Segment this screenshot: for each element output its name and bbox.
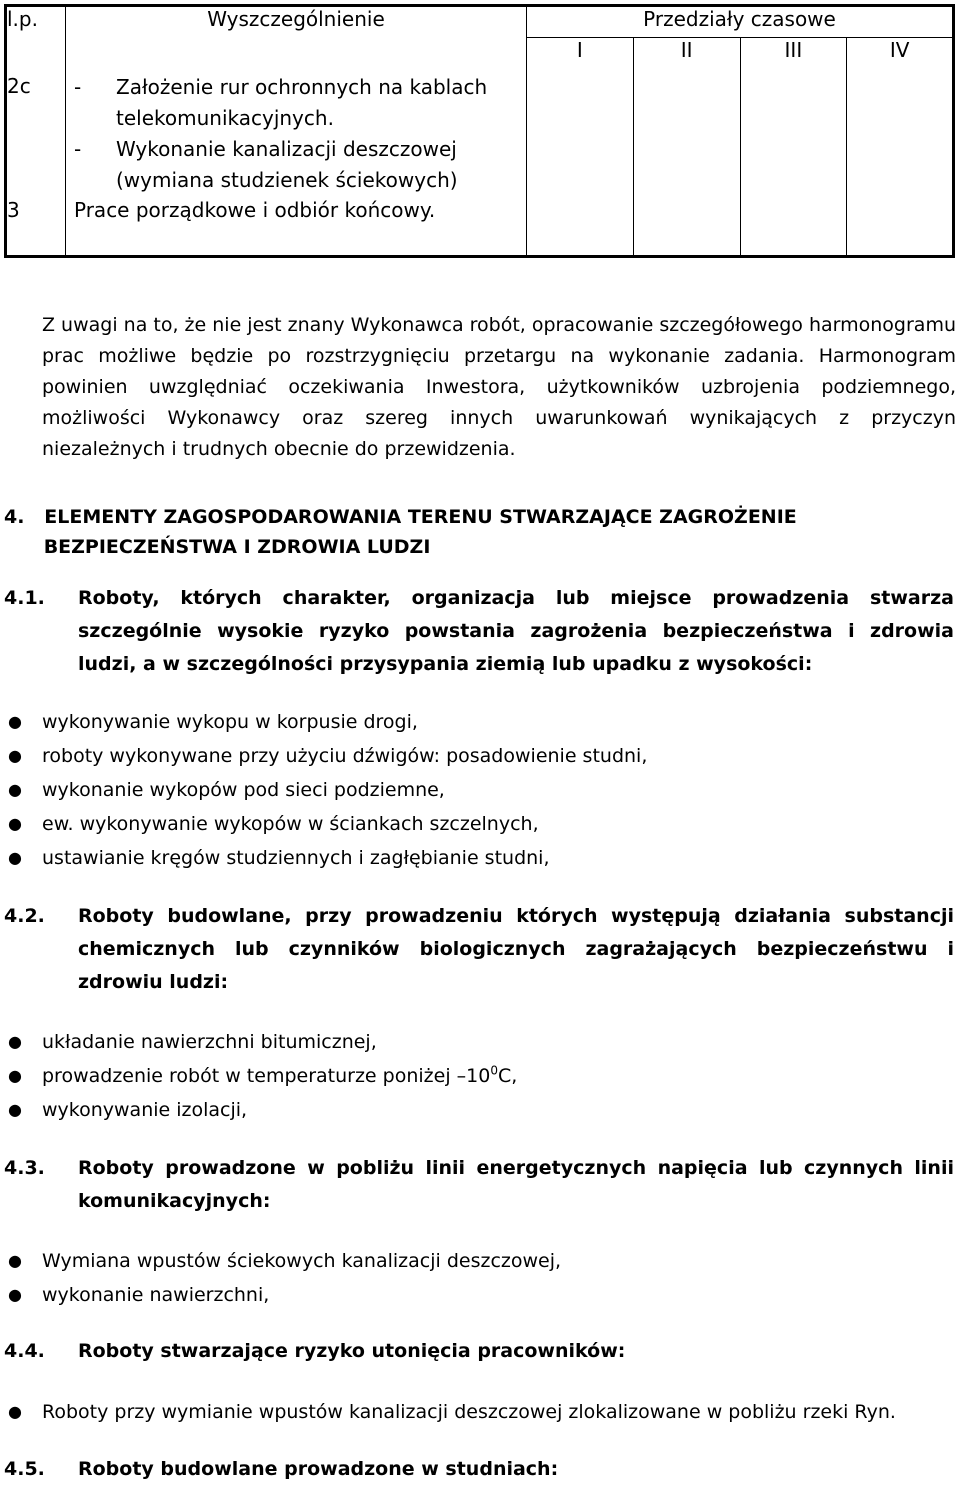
list-item: ● Wymiana wpustów ściekowych kanalizacji deszczowej, — [4, 1244, 561, 1278]
bullet-icon: ● — [8, 1032, 22, 1051]
period-cell — [740, 72, 847, 256]
bullet-icon: ● — [8, 1066, 22, 1085]
list-item: ● Roboty przy wymianie wpustów kanalizacji deszczowej zlokalizowane w pobliżu rzeki Ryn. — [4, 1395, 896, 1429]
list-item: ● ew. wykonywanie wykopów w ściankach szczelnych, — [4, 807, 647, 841]
bullet-icon: ● — [8, 780, 22, 799]
subsection-title-4-3: 4.3. Roboty prowadzone w pobliżu linii energetycznych napięcia lub czynnych linii komunikacyjnych: — [4, 1157, 954, 1212]
list-item: ● prowadzenie robót w temperaturze poniżej $-10^0C$, — [4, 1059, 517, 1093]
period-header-1: I — [527, 38, 634, 73]
table-row — [6, 72, 954, 196]
list-item: ● wykonywanie izolacji, — [4, 1093, 517, 1127]
list-4-3 — [4, 1244, 561, 1312]
row-number: 2c — [6, 72, 66, 196]
subsection-title-4-5: 4.5. Roboty budowlane prowadzone w studniach: — [4, 1458, 559, 1480]
list-item: ● roboty wykonywane przy użyciu dźwigów: posadowienie studni, — [4, 739, 647, 773]
list-item: - Wykonanie kanalizacji deszczowej (wymiana studzienek ściekowych) — [74, 137, 458, 192]
schedule-table — [4, 4, 955, 258]
bullet-icon: ● — [8, 848, 22, 867]
row-description: Prace porządkowe i odbiór końcowy. — [66, 196, 527, 256]
bullet-icon: ● — [8, 814, 22, 833]
bullet-icon: ● — [8, 1100, 22, 1119]
section-heading: 4. ELEMENTY ZAGOSPODAROWANIA TERENU STWARZAJĄCE ZAGROŻENIE BEZPIECZEŃSTWA I ZDROWIA LUDZI — [4, 506, 797, 558]
row-number: 3 — [6, 196, 66, 256]
list-item: ● wykonanie nawierzchni, — [4, 1278, 561, 1312]
bullet-icon: ● — [8, 712, 22, 731]
period-cell — [527, 72, 634, 256]
list-4-1 — [4, 705, 647, 875]
list-item: ● wykonanie wykopów pod sieci podziemne, — [4, 773, 647, 807]
list-item: ● ustawianie kręgów studziennych i zagłębianie studni, — [4, 841, 647, 875]
list-item: ● układanie nawierzchni bitumicznej, — [4, 1025, 517, 1059]
list-item: ● wykonywanie wykopu w korpusie drogi, — [4, 705, 647, 739]
intro-paragraph: Z uwagi na to, że nie jest znany Wykonawca robót, opracowanie szczegółowego harmonogramu prac możliwe będzie po rozstrzygnięciu przetargu na wykonanie zadania. Harmonogram powinien uwzględniać oczekiwania Inwestora, użytkowników uzbrojenia podziemnego, możliwości Wykonawcy oraz szereg innych uwarunkowań wynikających z przyczyn niezależnych i trudnych obecnie do przewidzenia. — [42, 314, 956, 460]
period-cell — [847, 72, 954, 256]
period-header-4: IV — [889, 38, 910, 62]
list-4-4 — [4, 1395, 896, 1429]
subsection-title-4-2: 4.2. Roboty budowlane, przy prowadzeniu których występują działania substancji chemicznych lub czynników biologicznych zagrażających bezpieczeństwu i zdrowiu ludzi: — [4, 905, 954, 993]
subsection-title-4-1: 4.1. Roboty, których charakter, organizacja lub miejsce prowadzenia stwarza szczególnie wysokie ryzyko powstania zagrożenia bezpieczeństwa i zdrowia ludzi, a w szczególności przysypania ziemią lub upadku z wysokości: — [4, 587, 954, 675]
period-header-3: III — [740, 38, 847, 73]
bullet-icon: ● — [8, 1402, 22, 1421]
bullet-icon: ● — [8, 1251, 22, 1270]
subsection-title-4-4: 4.4. Roboty stwarzające ryzyko utonięcia pracowników: — [4, 1340, 626, 1362]
bullet-icon: ● — [8, 746, 22, 765]
list-item: - Założenie rur ochronnych na kablach telekomunikacyjnych. — [74, 75, 488, 130]
bullet-icon: ● — [8, 1285, 22, 1304]
row-description — [66, 72, 527, 196]
col-header-time-periods: Przedziały czasowe — [527, 6, 954, 38]
list-4-2 — [4, 1025, 517, 1127]
period-header-2: II — [633, 38, 740, 73]
period-cell — [633, 72, 740, 256]
col-header-description: Wyszczególnienie — [66, 6, 527, 73]
col-header-lp: l.p. — [6, 6, 66, 73]
